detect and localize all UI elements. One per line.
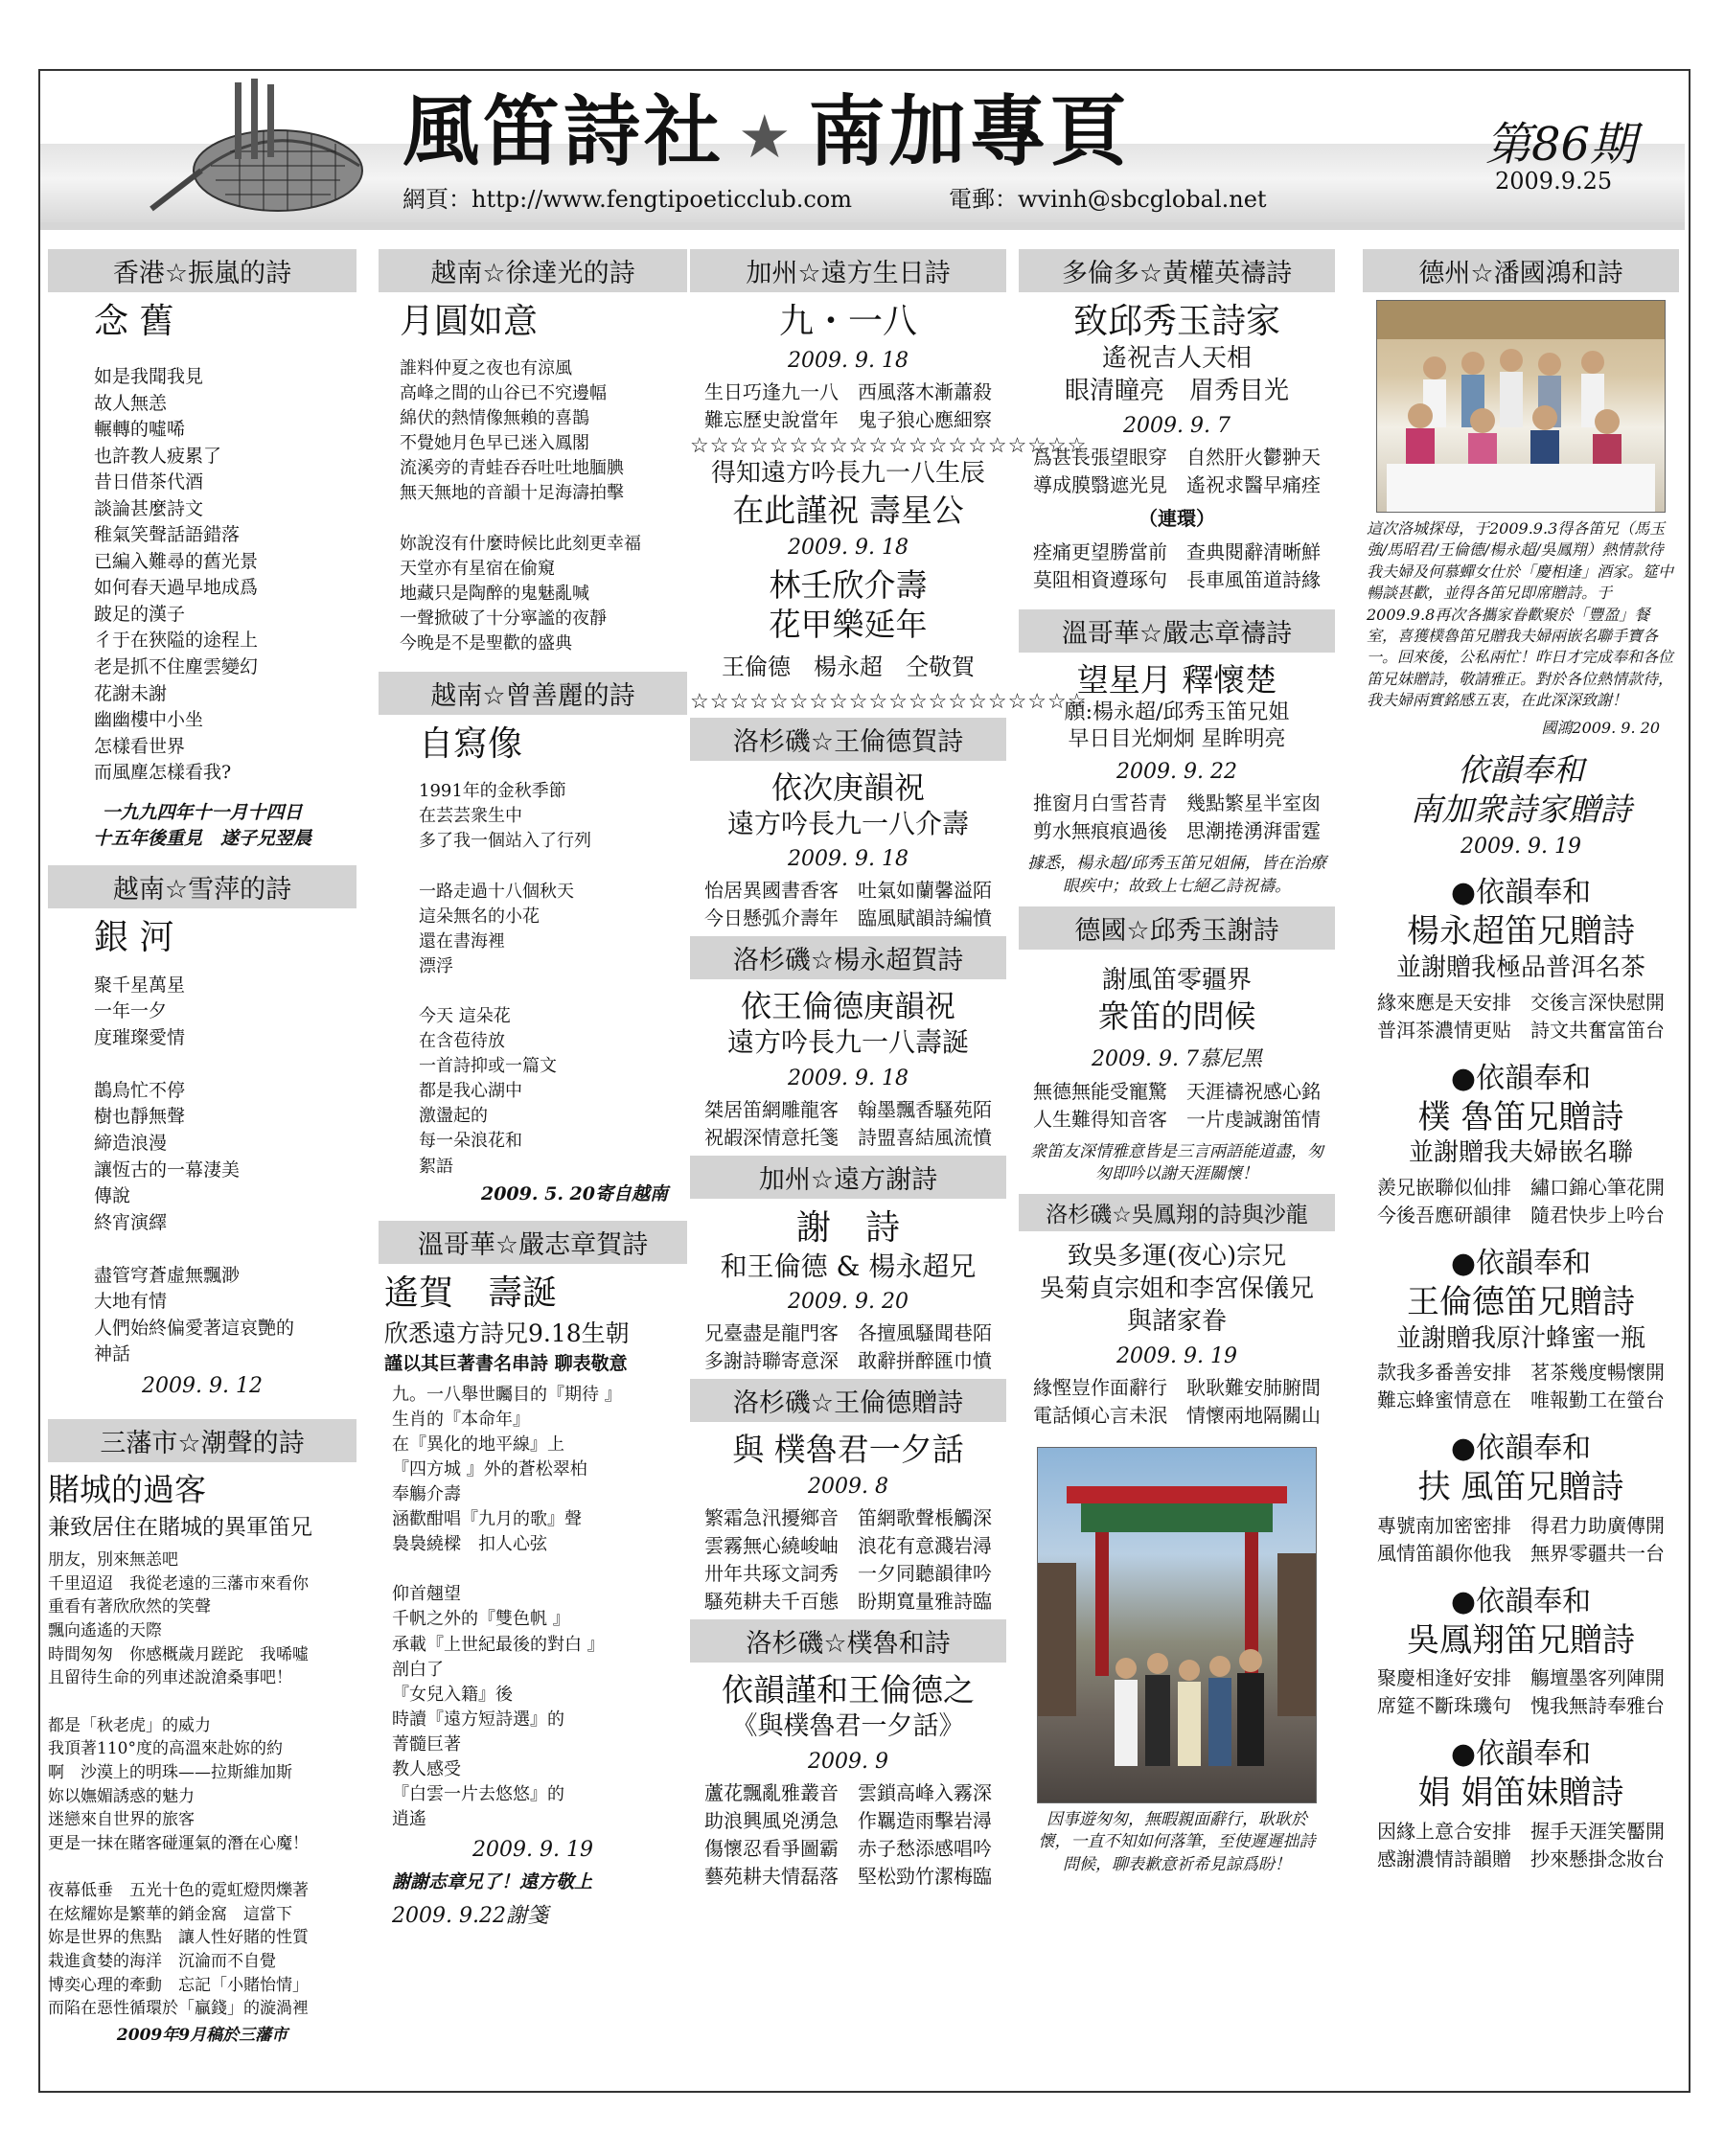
poem-title: 九・一八 [778,302,917,341]
poem-body [379,356,687,656]
poem-line: 卅年共琢文詞秀 一夕同聽韻律吟 [704,1562,992,1586]
poem-line: 教人感受 [392,1759,461,1780]
section-header: 德州☆潘國鴻和詩 [1363,249,1679,292]
poem-body [48,973,356,1368]
poem-line: 稚氣笑聲話語錯落 [94,524,241,546]
reply-title: 吳鳳翔笛兄贈詩 [1407,1620,1635,1660]
poem-line: 跛足的漢子 [94,603,186,625]
poem-line: 盡管穹蒼虛無飄渺 [94,1264,241,1286]
poem-line: 『四方城 』外的蒼松翠柏 [392,1458,587,1479]
poem-title: 林壬欣介壽 [769,566,928,605]
poem-title: 念 舊 [94,302,174,341]
poem-body [690,1504,1006,1616]
poem-line: 故人無恙 [94,392,168,414]
poem-date: 2009. 9. 20 [788,1289,908,1314]
poem-note: 衆笛友深情雅意皆是三言兩語能道盡，匆匆即吟以謝天涯關懷！ [1030,1141,1323,1184]
poem-line: 人們始終偏愛著這哀艷的 [94,1317,295,1339]
poem-title: 依韻奉和 [1458,750,1584,789]
poem-line [48,1856,356,1880]
poem-line: 無德無能受寵驚 天涯禱祝感心銘 [1033,1079,1321,1103]
poem-body [1363,989,1679,1044]
poem-line: 蘆花飄亂雅叢音 雲鎖高峰入霧深 [704,1780,992,1804]
poem-line: 這朵無名的小花 [419,906,540,927]
reply-heading: ●依韻奉和 [1450,1584,1592,1618]
poem-title: 謝 詩 [795,1207,900,1248]
poem-title: 與諸家眷 [1126,1306,1227,1336]
poem-line: 『女兒入籍』後 [392,1684,513,1705]
poem-subtitle: 《與樸魯君一夕話》 [731,1711,965,1742]
reply-title: 樸 魯笛兄贈詩 [1417,1097,1624,1136]
header-banner-shadow [40,222,1685,230]
poem-line: 難忘蜂蜜情意在 唯報勤工在螢台 [1377,1388,1665,1412]
reply-poem-list [1363,874,1679,1872]
poem-line: 鵲鳥忙不停 [94,1079,186,1101]
poem-body [690,1096,1006,1152]
poem-body [1363,1818,1679,1873]
poem-line: 天堂亦有星宿在偷窺 [400,558,555,579]
poem-line: 時讀『遠方短詩選』的 [392,1709,564,1730]
section-header: 加州☆遠方生日詩 [690,249,1006,292]
poem-date: 2009. 9 [808,1749,888,1774]
poem-line: 無天無地的音韻十足海濤拍擊 [400,483,624,504]
poem-date: 2009. 9. 7 [1123,413,1230,438]
column-3 [690,245,1088,1891]
chinatown-gate-photo [1037,1447,1317,1803]
poem-line: 終宵演繹 [94,1211,168,1233]
poem-line [419,979,687,1004]
poem-line: 怡居異國書香客 吐氣如蘭馨溢陌 [704,879,992,903]
star-icon: ★ [738,102,795,172]
poem-body [379,779,687,1180]
poem-body [1019,539,1335,594]
reply-poem [1363,1735,1679,1873]
poem-line: 今後吾應研韻律 隨君快步上吟台 [1377,1204,1665,1227]
poem-title: 致邱秀玉詩家 [1072,302,1280,341]
star-divider: ☆☆☆☆☆☆☆☆☆☆☆☆☆☆☆☆☆☆☆☆ [690,434,1088,458]
intro-note: 這次洛城探母，于2009.9.3得各笛兄（馬玉強/馬昭君/王倫德/楊永超/吳鳳翔）熱情款待我夫婦及何慕蟬女仕於「慶相逢」酒家。筵中暢談甚歡，並得各笛兄即席贈詩。于2009.9.8再次各攜家眷歡聚於「豐盈」餐室，喜獲樸魯笛兄贈我夫婦兩嵌名聯手寶各一。回來後，公私兩忙！昨日才完成奉和各位笛兄妹贈詩，敬請雅正。對於各位熱情款待，我夫婦兩實銘感五衷，在此深深致謝！ [1367,519,1674,710]
poem-line [94,1051,356,1078]
poem-line: 讓恆古的一幕淒美 [94,1158,241,1181]
poem-line: 九。一八舉世矚目的『期待 』 [392,1384,622,1405]
poem-date: 2009. 9. 19 [472,1838,593,1863]
poem-line: 電話傾心言未泯 情懷兩地隔關山 [1033,1403,1321,1427]
reply-poem [1363,1060,1679,1229]
reply-poem [1363,1245,1679,1414]
poem-line: 奉觴介壽 [392,1484,461,1504]
column-5 [1363,245,1679,1873]
poem-title: 與 樸魯君一夕話 [732,1430,964,1468]
section-header: 香港☆振嵐的詩 [48,249,356,292]
poem-line: 更是一抹在賭客碰運氣的潛在心魔！ [48,1833,309,1853]
poem-subtitle: 和王倫德 & 楊永超兄 [720,1250,977,1282]
section-header: 德國☆邱秀玉謝詩 [1019,906,1335,950]
poem-date: 2009. 8 [808,1475,888,1500]
poem-line: 昔日借茶代酒 [94,471,204,493]
poem-line: 都是我心湖中 [419,1081,522,1102]
poem-line: 在炫耀妳是繁華的銷金窩 這當下 [48,1904,292,1924]
poem-line: 騷苑耕夫千百態 盼期寬量雅詩臨 [704,1590,992,1614]
poem-date: 2009. 9. 18 [788,1066,908,1090]
poem-line: 每一朵浪花和 [419,1131,522,1152]
reply-heading: ●依韻奉和 [1450,1737,1592,1772]
poem-line: 妳說沒有什麼時候比此刻更幸福 [400,533,641,554]
thanks-note: 謝謝志章兄了！遠方敬上 [392,1871,593,1893]
section-header: 溫哥華☆嚴志章賀詩 [379,1221,687,1264]
poem-title: 月圓如意 [400,302,539,341]
poem-continued-label: （連環） [1138,506,1215,530]
poem-title: 賭城的過客 [48,1470,206,1508]
poem-line: 爲甚長張望眼穿 自然肝火鬱翀天 [1033,445,1321,469]
poem-line: 承載『上世紀最後的對白 』 [392,1634,605,1655]
group-dinner-photo [1376,300,1666,513]
reply-poem [1363,1583,1679,1721]
poem-line: 莫阻相資遵琢句 長車風笛道詩緣 [1033,567,1321,591]
poem-line: 席筵不斷珠璣句 愧我無詩奉雅台 [1377,1694,1665,1718]
thanks-date: 2009. 9.22謝箋 [392,1904,548,1929]
poem-line: 重看有著欣欣然的笑聲 [48,1597,211,1617]
poem-line: 緣慳豈作面辭行 耿耿難安肺腑間 [1033,1375,1321,1399]
poem-line: 『白雲一片去悠悠』的 [392,1784,564,1805]
poem-line: 絮語 [419,1156,453,1177]
poem-line: 推窗月白雪苔青 幾點繁星半室囱 [1033,791,1321,815]
poem-line: 樹也靜無聲 [94,1106,186,1128]
poem-line: 千帆之外的『雙色帆 』 [392,1609,570,1630]
poem-line: 今晚是不是聖歡的盛典 [400,633,572,654]
section-header: 多倫多☆黃權英禱詩 [1019,249,1335,292]
poem-note: 據悉，楊永超/邱秀玉笛兄姐倆，皆在治療眼疾中；故致上七絕乙詩祝禱。 [1027,854,1326,896]
poem-date: 2009. 9. 18 [788,847,908,872]
poem-line: 也許教人疲累了 [94,445,222,467]
poem-line: 談論甚麼詩文 [94,497,204,519]
poem-line: 地藏只是陶醉的鬼魅亂喊 [400,583,589,604]
poem-line: 且留待生命的列車述說滄桑事吧！ [48,1668,292,1688]
poem-heading: 在此謹祝 壽星公 [732,491,964,529]
poem-line [419,854,687,879]
email-link[interactable]: 電郵：wvinh@sbcglobal.net [949,186,1267,213]
section-header: 洛杉磯☆吳鳳翔的詩與沙龍 [1019,1194,1335,1231]
poem-body [1019,444,1335,499]
poem-body [1363,1664,1679,1720]
poem-signature: 2009. 5. 20寄自越南 [480,1182,668,1204]
poem-line: 剪水無痕痕過後 思潮捲湧湃雷霆 [1033,819,1321,843]
poem-title: 遙賀 壽誕 [384,1273,558,1313]
star-divider: ☆☆☆☆☆☆☆☆☆☆☆☆☆☆☆☆☆☆☆☆ [690,689,1088,714]
reply-heading: ●依韻奉和 [1450,1247,1592,1280]
poem-line: 痊痛更望勝當前 查典閱辭清晰鮮 [1033,539,1321,563]
poem-line: 聚慶相逢好安排 觴壇墨客列陣開 [1377,1666,1665,1690]
section-header: 越南☆雪萍的詩 [48,865,356,908]
poem-line: 繁霜急汛擾鄉音 笛網歌聲棖觸深 [704,1506,992,1530]
poem-line: 一聲掀破了十分寧謐的夜靜 [400,608,607,629]
poem-date: 2009. 9. 18 [788,349,908,373]
chinatown-gate-photo-icon [1038,1448,1316,1802]
poem-line: 而陷在惡性循環於「贏錢」的漩渦裡 [48,1999,309,2019]
poem-body [1019,790,1335,845]
poem-line: 高峰之間的山谷已不究邊幅 [400,383,607,404]
poem-line: 誰料仲夏之夜也有涼風 [400,358,572,378]
poem-line: 輾轉的噓唏 [94,419,186,441]
section-header: 洛杉磯☆王倫德贈詩 [690,1379,1006,1422]
issue-number: 第86期 [1485,118,1637,172]
section-header: 加州☆遠方謝詩 [690,1156,1006,1199]
website-link[interactable]: 網頁：http://www.fengtipoeticclub.com [402,186,852,213]
poem-line: 桀居笛網雕龍客 翰墨飄香騷苑陌 [704,1097,992,1121]
poem-line: 仰首翹望 [392,1584,461,1605]
poem-body [48,364,356,787]
poem-line: 菁髓巨著 [392,1733,461,1755]
poem-subtitle: 遠方吟長九一八壽誕 [726,1026,969,1059]
poem-line [94,1236,356,1263]
reply-heading: ●依韻奉和 [1450,1061,1592,1095]
poem-line: 多了我一個站入了行列 [419,831,591,852]
poem-line: 妳是世界的焦點 讓人性好賭的性質 [48,1928,309,1948]
poem-date: 2009. 9. 7慕尼黑 [1092,1046,1262,1071]
photo-caption: 因事遊匆匆，無暇親面辭行，耿耿於懷，一直不知如何落筆，至使遲遲拙詩問候，聊表歉意祈希見諒爲盼！ [1038,1809,1316,1875]
poem-line: 1991年的金秋季節 [419,781,566,802]
poem-line: 飄向遙遙的天際 [48,1621,162,1641]
poem-line: 怎樣看世界 [94,735,186,757]
poem-line: 今天 這朵花 [419,1005,511,1026]
poem-body [379,1383,687,1833]
poem-line: 涵歡酣唱『九月的歌』聲 [392,1509,582,1530]
poem-title: 自寫像 [419,724,523,765]
poem-line: 一首詩抑或一篇文 [419,1056,557,1077]
column-4 [1019,245,1335,1883]
poem-line: 如何春天過早地成爲 [94,577,259,599]
poem-line: 時間匆匆 你感概歲月蹉跎 我唏噓 [48,1644,309,1664]
reply-subtitle: 並謝贈我極品普洱名茶 [1395,952,1645,982]
poem-line: 博奕心理的牽動 忘記「小賭怡情」 [48,1975,309,1995]
reply-subtitle: 並謝贈我夫婦嵌名聯 [1408,1138,1633,1168]
poem-line: 締造浪漫 [94,1133,168,1155]
poem-body [690,1779,1006,1891]
poem-line: 流溪旁的青蛙吞吞吐吐地腼腆 [400,458,624,479]
poem-line [392,1557,687,1582]
reply-subtitle: 並謝贈我原汁蜂蜜一瓶 [1395,1323,1645,1353]
column-1 [48,245,356,2045]
poem-line: 迷戀來自世界的旅客 [48,1810,195,1830]
poem-line: 兄臺盡是龍門客 各擅風騷聞巷陌 [704,1320,992,1344]
poem-line: 幽幽樓中小坐 [94,709,204,731]
poem-title: 吳菊貞宗姐和李宮保儀兄 [1039,1274,1314,1304]
poem-line: 我頂著110°度的高溫來赴妳的約 [48,1739,283,1759]
poem-line: 聚千星萬星 [94,974,186,996]
section-header: 洛杉磯☆樸魯和詩 [690,1619,1006,1663]
poem-body [690,378,1006,434]
section-header: 洛杉磯☆楊永超賀詩 [690,936,1006,979]
poem-line: 難忘歷史說當年 鬼子狼心應細察 [704,408,992,431]
poem-body [48,1548,356,2021]
poem-subtitle: 遠方吟長九一八介壽 [726,807,969,839]
poem-subtitle: 兼致居住在賭城的異軍笛兄 [48,1515,312,1541]
poem-line: 花謝未謝 [94,682,168,704]
poem-body [1363,1174,1679,1229]
poem-line: 雲霧無心繞峻岫 浪花有意濺岩潯 [704,1534,992,1558]
section-header: 洛杉磯☆王倫德賀詩 [690,718,1006,761]
poem-subtitle: 早日目光炯炯 星眸明亮 [1068,727,1286,752]
poem-line: 多謝詩聯寄意深 敢辭拼醉匯巾憤 [704,1348,992,1372]
section-header: 溫哥華☆嚴志章禱詩 [1019,609,1335,653]
poem-title: 南加衆詩家贈詩 [1410,791,1632,829]
poem-line: 度璀璨愛情 [94,1026,186,1048]
poem-line: 人生難得知音客 一片虔誠謝笛情 [1033,1107,1321,1131]
poem-body [1363,1359,1679,1414]
poem-line: 剖白了 [392,1659,444,1680]
section-header: 越南☆曾善麗的詩 [379,672,687,715]
poem-date: 2009. 9. 19 [1116,1343,1237,1368]
poem-line: 彳于在狹隘的途程上 [94,630,259,652]
poem-line: 今日懸弧介壽年 臨風賦韻詩編憤 [704,906,992,930]
poem-date: 2009. 9. 18 [788,536,908,561]
poem-line: 裊裊繞樑 扣人心弦 [392,1534,547,1555]
reply-title: 楊永超笛兄贈詩 [1407,912,1635,952]
poem-line: 羨兄嵌聯似仙排 繡口錦心筆花開 [1377,1176,1665,1199]
poem-title: 望星月 釋懷楚 [1076,660,1277,699]
poem-line: 妳以嫵媚誘惑的魅力 [48,1786,195,1806]
poem-line: 藝苑耕夫情磊落 堅松勁竹潔梅臨 [704,1864,992,1888]
poem-line: 導成膜翳遮光見 遙祝求醫早痛痊 [1033,472,1321,496]
poem-line: 栽進貪婪的海洋 沉淪而不自覺 [48,1952,276,1972]
section-header: 三藩市☆潮聲的詩 [48,1419,356,1462]
reply-heading: ●依韻奉和 [1450,1432,1592,1466]
poem-line: 緣來應是天安排 交後言深快慰開 [1377,990,1665,1014]
poem-line: 生日巧逢九一八 西風落木漸蕭殺 [704,380,992,403]
poem-title: 銀 河 [94,917,174,957]
poem-line: 已編入難尋的舊光景 [94,550,259,572]
poem-date: 2009. 9. 22 [1116,760,1237,785]
poem-line: 傳說 [94,1185,131,1207]
poem-title: 花甲樂延年 [769,606,928,644]
poem-title: 致吳多運(夜心)宗兄 [1067,1242,1287,1272]
poem-subtitle: 欣悉遠方詩兄9.18生朝 [384,1319,630,1347]
poem-line: 在含苞待放 [419,1031,505,1052]
poem-line: 漂浮 [419,955,453,976]
poem-line: 款我多番善安排 茗茶幾度暢懷開 [1377,1361,1665,1385]
poem-line: 一年一夕 [94,1000,168,1022]
poem-line: 專號南加密密排 得君力助廣傳開 [1377,1513,1665,1537]
poem-line: 如是我聞我見 [94,366,204,387]
poem-body [690,1319,1006,1375]
poem-body [1019,1078,1335,1134]
poem-line: 還在書海裡 [419,930,505,952]
poem-date: 2009. 9. 19 [1460,835,1581,860]
poem-line: 傷懷忍看爭圖霸 赤子愁添感唱吟 [704,1836,992,1860]
poem-signature: 2009年9月稿於三藩市 [116,2026,288,2046]
poem-signature: 十五年後重見 遂子兄翌晨 [92,827,311,849]
poem-subtitle: 眼清瞳亮 眉秀目光 [1064,376,1289,405]
issue-date: 2009.9.25 [1495,168,1613,195]
poem-line: 大地有情 [94,1291,168,1313]
reply-poem [1363,874,1679,1044]
poem-authors: 王倫德 楊永超 仝敬賀 [722,653,975,680]
poem-line: 在『異化的地平線』上 [392,1434,564,1455]
poem-line: 不覺她月色早已迷入鳳閣 [400,433,589,454]
poem-signature: 一九九四年十一月十四日 [102,801,303,823]
poem-date: 2009. 9. 12 [142,1373,263,1398]
poem-line: 都是「秋老虎」的威力 [48,1715,211,1735]
poem-line: 朋友，別來無恙吧 [48,1550,178,1571]
poem-body [1363,1512,1679,1568]
reply-title: 扶 風笛兄贈詩 [1417,1468,1624,1507]
masthead-title [402,87,1131,176]
poem-line: 祝嘏深情意托箋 詩盟喜結風流憤 [704,1125,992,1149]
group-dinner-photo-icon [1377,301,1665,512]
poem-line: 逍遙 [392,1809,426,1830]
poem-line: 普洱茶濃情更贴 詩文共奮富笛台 [1377,1018,1665,1042]
reply-heading: ●依韻奉和 [1450,876,1592,910]
poem-subtitle: 謹以其巨著書名串詩 聊表敬意 [384,1352,628,1374]
poem-line: 生肖的『本命年』 [392,1409,530,1430]
poem-body [690,877,1006,932]
poem-line: 啊 沙漠上的明珠——拉斯維加斯 [48,1762,292,1782]
poem-body [1019,1374,1335,1430]
poem-title: 謝風笛零疆界 [1101,965,1252,995]
poem-title: 衆笛的問候 [1097,998,1256,1036]
masthead-title-right: 南加專頁 [808,87,1131,176]
poem-line: 一路走過十八個秋天 [419,881,574,902]
reply-poem [1363,1430,1679,1568]
section-header: 越南☆徐達光的詩 [379,249,687,292]
poem-line: 風情笛韻你他我 無界零疆共一台 [1377,1541,1665,1565]
poem-line: 因緣上意合安排 握手天涯笑靨開 [1377,1819,1665,1843]
bagpipe-logo-icon [144,75,374,218]
poem-line [48,1690,356,1714]
poem-line: 感謝濃情詩韻贈 抄來懸掛念妝台 [1377,1846,1665,1870]
poem-line: 老是抓不住塵雲變幻 [94,656,259,678]
poem-heading: 得知遠方吟長九一八生辰 [710,459,985,488]
poem-line: 神話 [94,1343,131,1365]
poem-line [400,507,687,532]
poem-title: 依王倫德庚韻祝 [740,988,955,1025]
poem-line: 助浪興風兇湧急 作羈造雨擊岩潯 [704,1808,992,1832]
poem-line: 千里迢迢 我從老遠的三藩市來看你 [48,1573,309,1594]
intro-note-signature: 國鴻2009. 9. 20 [1541,718,1660,737]
poem-line: 綿伏的熱情像無賴的喜鵲 [400,408,589,429]
reply-title: 娟 娟笛妹贈詩 [1417,1774,1624,1813]
poem-subtitle: 遙祝吉人天相 [1101,344,1252,373]
poem-line: 激盪起的 [419,1106,488,1127]
reply-title: 王倫德笛兄贈詩 [1407,1283,1635,1321]
poem-line: 而風塵怎樣看我? [94,762,232,784]
column-2 [379,245,687,1935]
poem-subtitle: 願:楊永超/邱秀玉笛兄姐 [1064,700,1290,724]
poem-line: 在芸芸衆生中 [419,806,522,827]
poem-title: 依韻謹和王倫德之 [722,1671,975,1709]
masthead-title-left: 風笛詩社 [402,87,724,176]
poem-title: 依次庚韻祝 [770,768,925,806]
poem-line: 夜幕低垂 五光十色的霓虹燈閃爍著 [48,1881,309,1901]
